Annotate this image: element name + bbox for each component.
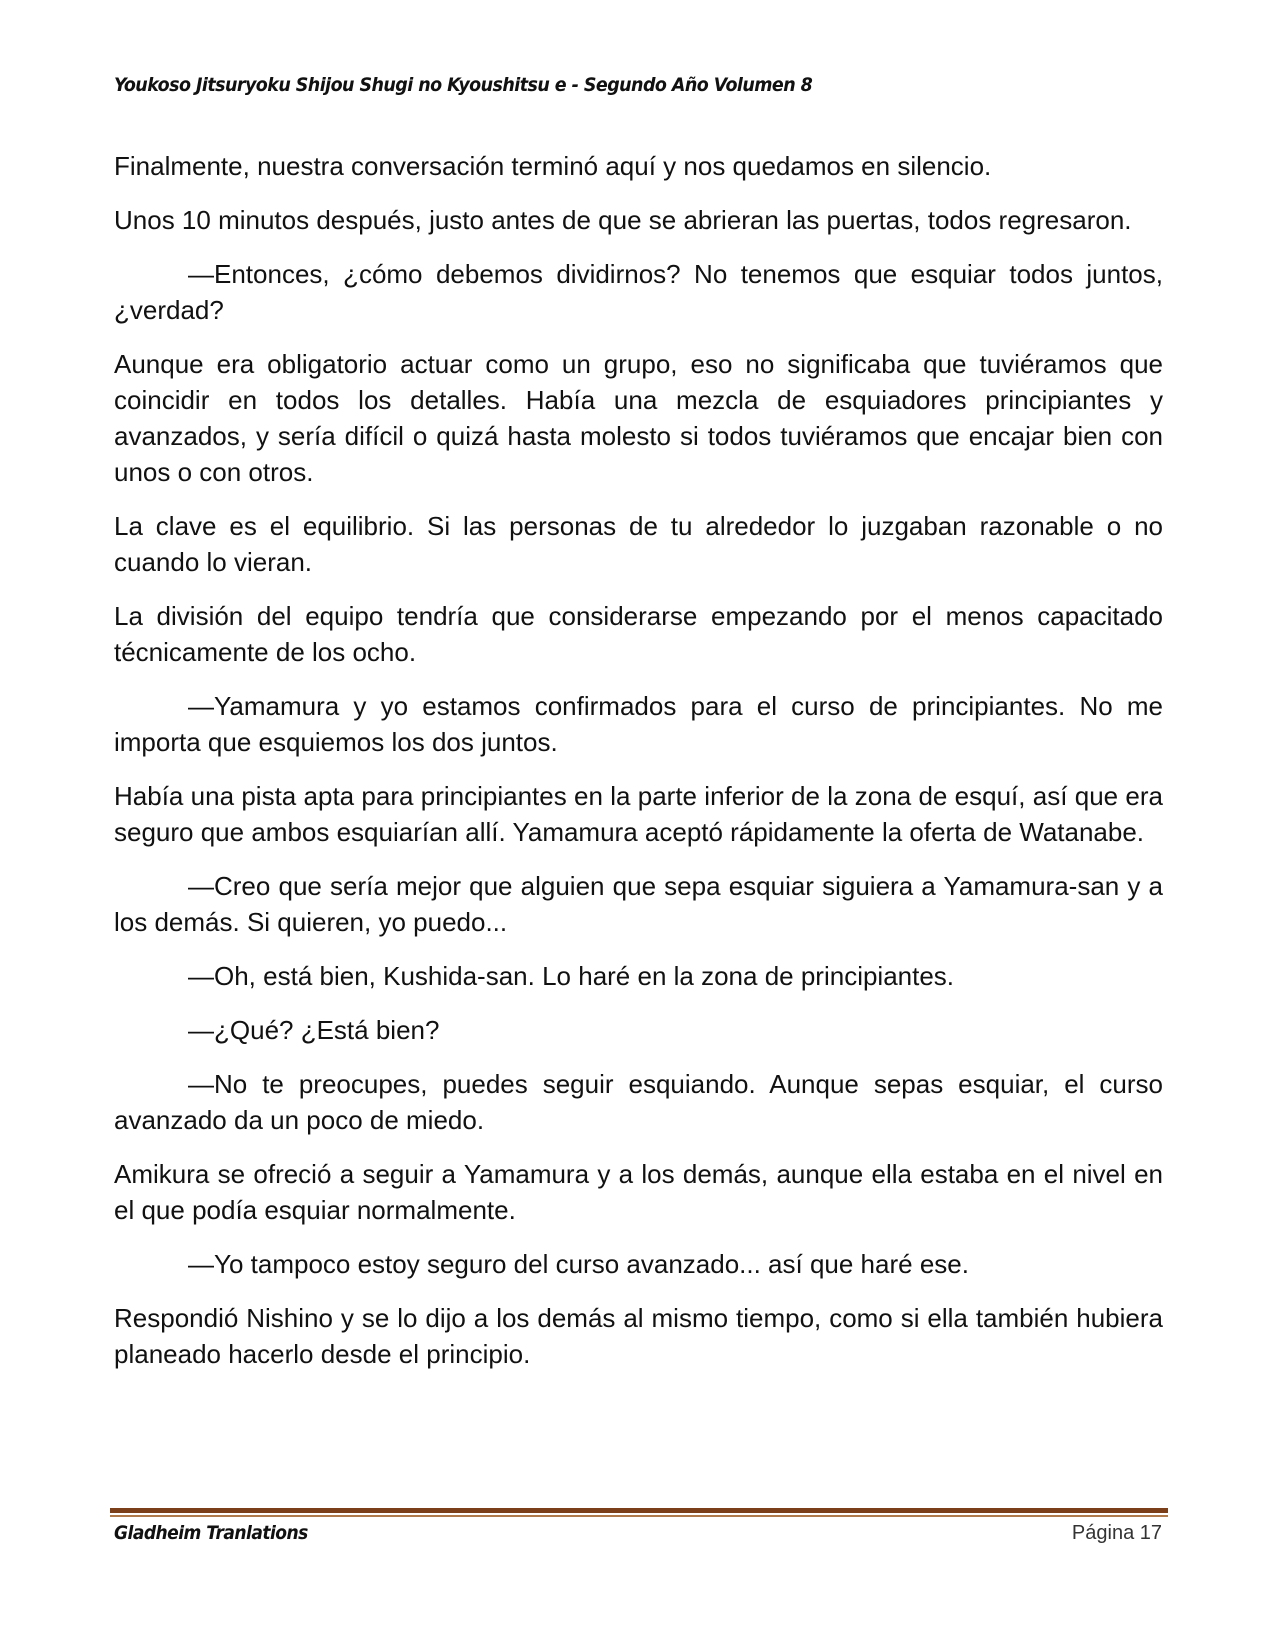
paragraph: Había una pista apta para principiantes en la parte inferior de la zona de esquí, así que era seguro que ambos esquiarían allí. Yamamura aceptó rápidamente la oferta de Watanabe.	[114, 781, 1163, 847]
footer-credit: Gladheim Tranlations	[114, 1522, 308, 1544]
paragraph: La división del equipo tendría que considerarse empezando por el menos capacitado técnicamente de los ocho.	[114, 601, 1163, 667]
running-header: Youkoso Jitsuryoku Shijou Shugi no Kyoushitsu e - Segundo Año Volumen 8	[114, 74, 813, 96]
page-number: Página 17	[1071, 1522, 1162, 1544]
paragraph: Unos 10 minutos después, justo antes de que se abrieran las puertas, todos regresaron.	[114, 205, 1132, 235]
paragraph: La clave es el equilibrio. Si las personas de tu alrededor lo juzgaban razonable o no cuando lo vieran.	[114, 511, 1163, 577]
paragraph: Finalmente, nuestra conversación terminó aquí y nos quedamos en silencio.	[114, 151, 992, 181]
dialogue-paragraph: —¿Qué? ¿Está bien?	[188, 1015, 440, 1045]
dialogue-paragraph: —Oh, está bien, Kushida-san. Lo haré en la zona de principiantes.	[188, 961, 955, 991]
dialogue-paragraph: —No te preocupes, puedes seguir esquiando. Aunque sepas esquiar, el curso avanzado da un poco de miedo.	[114, 1069, 1163, 1135]
paragraph: Aunque era obligatorio actuar como un grupo, eso no significaba que tuviéramos que coincidir en todos los detalles. Había una mezcla de esquiadores principiantes y avanzados, y sería difícil o quizá hasta molesto si todos tuviéramos que encajar bien con unos o con otros.	[114, 349, 1163, 487]
dialogue-paragraph: —Creo que sería mejor que alguien que sepa esquiar siguiera a Yamamura-san y a los demás. Si quieren, yo puedo...	[114, 871, 1163, 937]
paragraph: Amikura se ofreció a seguir a Yamamura y a los demás, aunque ella estaba en el nivel en el que podía esquiar normalmente.	[114, 1159, 1163, 1225]
footer-rule	[110, 1508, 1168, 1517]
dialogue-paragraph: —Yo tampoco estoy seguro del curso avanzado... así que haré ese.	[188, 1249, 969, 1279]
page-body	[114, 148, 1163, 1390]
footer-rule-thin	[110, 1515, 1168, 1517]
dialogue-paragraph: —Yamamura y yo estamos confirmados para el curso de principiantes. No me importa que esquiemos los dos juntos.	[114, 691, 1163, 757]
dialogue-paragraph: —Entonces, ¿cómo debemos dividirnos? No tenemos que esquiar todos juntos, ¿verdad?	[114, 259, 1163, 325]
paragraph: Respondió Nishino y se lo dijo a los demás al mismo tiempo, como si ella también hubiera planeado hacerlo desde el principio.	[114, 1303, 1163, 1369]
